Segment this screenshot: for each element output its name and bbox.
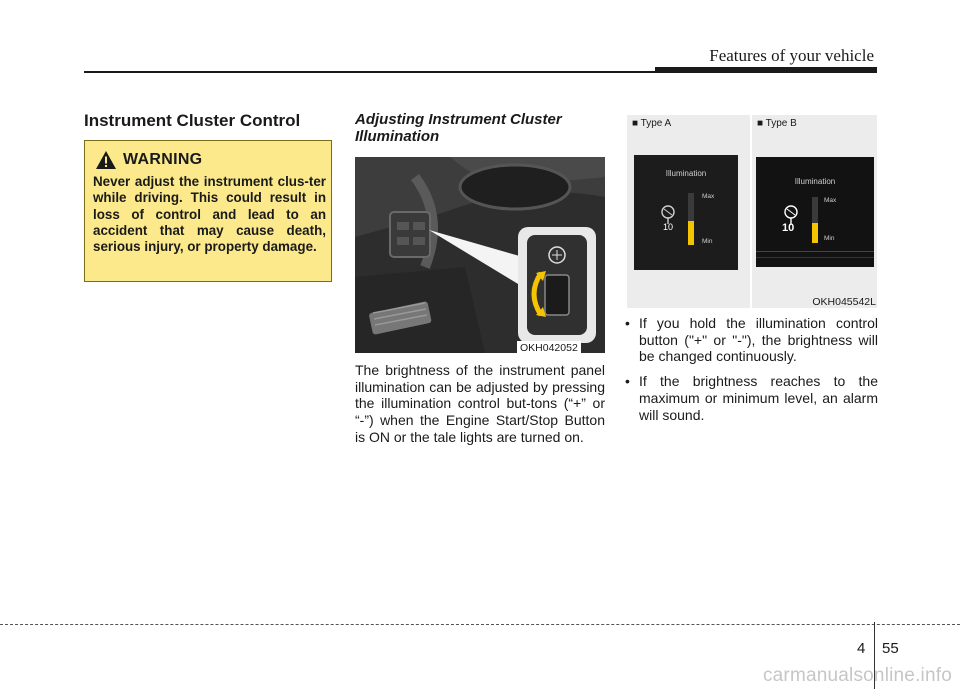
header-bar	[655, 67, 877, 73]
type-b-screen-title: Illumination	[794, 177, 836, 186]
type-b-min-label: Min	[824, 235, 835, 242]
type-a-label: ■ Type A	[632, 118, 672, 129]
section-header: Features of your vehicle	[709, 46, 874, 65]
type-b-level-fill	[812, 223, 818, 243]
warning-box	[84, 140, 332, 282]
bullet-list	[625, 315, 878, 431]
type-a-max-label: Max	[702, 193, 715, 200]
warning-text: Never adjust the instrument clus-ter while driving. This could result in loss of control and lead to an accident that may cause death, serious injury, or property damage.	[93, 174, 326, 255]
section-title: Instrument Cluster Control	[84, 111, 301, 130]
body-paragraph: The brightness of the instrument panel illumination can be adjusted by pressing the illumination control but-tons (“+” or “-”) when the Engine Start/Stop Button is ON or the tale lights are turned on.	[355, 362, 605, 445]
type-a-min-label: Min	[702, 238, 713, 245]
bullet-item: • If the brightness reaches to the maximum or minimum level, an alarm will sound.	[625, 373, 878, 423]
photo-code: OKH042052	[517, 341, 581, 355]
bullet-item: • If you hold the illumination control button ("+" or "-"), the brightness will be changed continuously.	[625, 315, 878, 365]
type-a-screen-title: Illumination	[665, 169, 707, 178]
type-a-level: 10	[663, 222, 674, 232]
warning-triangle-icon	[95, 150, 117, 170]
footer-dashed-rule	[0, 624, 960, 625]
warning-heading-row	[95, 150, 202, 170]
type-b-screen	[756, 157, 874, 267]
type-b-screen-line-2	[756, 257, 874, 258]
subsection-title: Adjusting Instrument Cluster Illumination	[355, 111, 562, 145]
chapter-number: 4	[857, 640, 866, 657]
dashboard-illustration	[355, 157, 605, 353]
type-b-label: ■ Type B	[757, 118, 797, 129]
watermark: carmanualsonline.info	[762, 665, 952, 686]
type-b-screen-line	[756, 251, 874, 252]
page-number: 55	[882, 640, 899, 657]
type-b-max-label: Max	[824, 197, 837, 204]
type-b-level: 10	[782, 222, 795, 234]
warning-heading: WARNING	[123, 151, 203, 168]
type-a-level-fill	[688, 221, 694, 245]
dashboard-photo	[355, 157, 605, 353]
type-a-screen	[634, 155, 738, 270]
figure-code: OKH045542L	[812, 296, 876, 308]
